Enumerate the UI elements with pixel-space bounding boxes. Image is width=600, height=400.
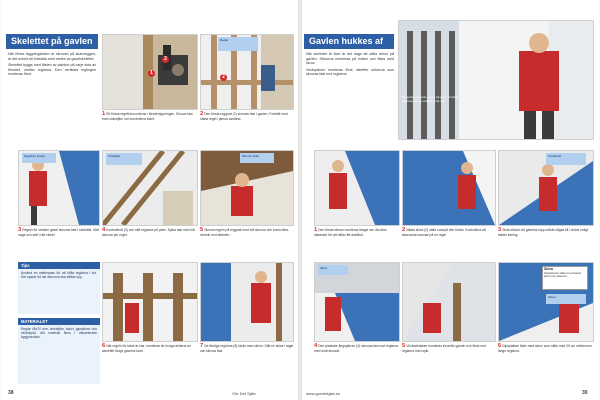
- left-lead-paragraph-1: När första laggningslisten är skruvad på skalvreggen, är det enkelt att fortsätta med resten av gavelskelettet.: [8, 52, 96, 61]
- right-website: www.gordetsjalv.se: [306, 391, 340, 396]
- board-info-box: [542, 266, 588, 290]
- step-1-badge-b: 2: [162, 56, 169, 63]
- materials-box: [18, 318, 100, 384]
- step-6-caption: [102, 344, 196, 353]
- left-lead: [8, 52, 96, 79]
- step-7-number: 7: [200, 343, 204, 349]
- step-5-text: Skruva regeln på reggratt med två skruvar och kontrollera vinkeln mot takfoten.: [200, 228, 289, 237]
- step-1-badge-a: 1: [148, 70, 155, 77]
- left-page: [2, 0, 298, 400]
- step-2-label: [218, 37, 258, 51]
- r-step-6-label-text: Skivor: [548, 295, 556, 299]
- r-step-2-number: 2: [402, 227, 406, 233]
- step-4-number: 4: [102, 227, 106, 233]
- r-step-4-text: Den plastade ångspärren (4) skruvas fast mot reglarna med små skruvar.: [314, 344, 399, 353]
- board-info-title: Skiva: [544, 267, 553, 271]
- r-step-4-label: [318, 265, 348, 275]
- r-step-6-caption: [498, 344, 594, 353]
- hero-photo: [398, 20, 594, 140]
- step-7-text: De färdiga reglarna (8) täcks med skivor. Sätt en skiva i taget och skruva fast.: [200, 344, 294, 353]
- step-2-number: 2: [200, 111, 204, 117]
- r-step-1-photo: [314, 150, 400, 226]
- step-3-number: 3: [18, 227, 22, 233]
- r-step-6-number: 6: [498, 343, 502, 349]
- right-folio: [582, 390, 588, 396]
- r-step-5-number: 5: [402, 343, 406, 349]
- r-step-3-label: [546, 153, 586, 165]
- r-step-6-label: [546, 294, 586, 304]
- right-lead-paragraph-2: Vindspärren monteras först, därefter skivorna som skruvas fast mot reglarna.: [306, 67, 394, 77]
- step-1-number: 1: [102, 111, 106, 117]
- materials-text: Reglar 45x70 mm, vinkeljärn, skruv, gipsskivor och vindskydd. Allt material finns i välsorterade byggvaruhus.: [21, 327, 97, 340]
- step-7-photo: [200, 262, 294, 342]
- step-5-label-text: Mät och lodat: [242, 154, 259, 158]
- step-3-text: Regeln för vänster gavel skruvas fast i skelettet. Mät noga och sätt i rätt vinkel.: [18, 228, 99, 237]
- step-5-caption: [200, 228, 294, 237]
- right-page-number: 39: [582, 390, 588, 396]
- step-5-number: 5: [200, 227, 204, 233]
- step-3-caption: [18, 228, 100, 237]
- r-step-5-caption: [402, 344, 496, 353]
- tips-box: [18, 262, 100, 314]
- r-step-2-text: Nästa skiva (2) sätts ovanpå den första. Kontrollera att skarvarna hamnar på en regel.: [402, 228, 486, 237]
- r-step-4-label-text: Skruv: [320, 266, 328, 270]
- r-step-2-caption: [402, 228, 496, 237]
- step-2-caption: [200, 112, 294, 121]
- materials-title: MATERIALET: [18, 318, 100, 325]
- left-folio: [8, 390, 14, 396]
- step-1-text: Ett första regelträ monteras i fönsteröppningen. Skruva fast med vinkeljärn och kontrollera lodet.: [102, 112, 193, 121]
- step-2-text: Den första reggratt (2) skruvas fast i gavlen. Fortsätt med nästa regel i jämna avstånd.: [200, 112, 288, 121]
- step-6-number: 6: [102, 343, 106, 349]
- r-step-5-photo: [402, 262, 496, 342]
- right-page: [302, 0, 598, 400]
- right-lead-paragraph-1: När skelettet är klart är det dags att sätta skivor på gavlen. Skivorna monteras på tvären och fästs med skruv.: [306, 52, 394, 66]
- r-step-2-photo: [402, 150, 496, 226]
- left-title: Skelettet på gavlen: [6, 34, 98, 49]
- board-info-text: Gipsskivan sätts med fasad kant mot skarven.: [544, 270, 581, 279]
- left-lead-paragraph-2: Skelettet byggs med fästen av plankor på varje sida av fönstret, mellan reglarna. Den vertikala reglingen monteras först.: [8, 63, 96, 77]
- r-step-1-caption: [314, 228, 400, 237]
- r-step-3-caption: [498, 228, 594, 237]
- step-6-photo: [102, 262, 198, 342]
- tips-title: Tips: [18, 262, 100, 269]
- right-title: Gavlen hukkes af: [304, 34, 394, 49]
- right-lead: [306, 52, 394, 79]
- step-7-caption: [200, 344, 294, 353]
- step-4-label-text: Vinkeljärn: [108, 154, 121, 158]
- step-6-text: När regeln för taket är klar, monteras de övriga delarna av skelettet längs gavelns kant.: [102, 344, 191, 353]
- step-5-label: [240, 153, 274, 163]
- r-step-4-number: 4: [314, 343, 318, 349]
- step-2-badge: 2: [220, 74, 227, 81]
- step-4-text: Kontrollmät (3) och sätt reglarna på plats. Spika fast med två skruvar per regel.: [102, 228, 195, 237]
- tips-text: Använd en vattenpass för att hålla reglarna i lod. Det sparar tid när skivorna ska sättas upp.: [21, 271, 97, 280]
- hero-caption: På gavlen skruvas skivor på plats. Använd ställning när du arbetar högt upp.: [402, 95, 459, 103]
- step-3-label-text: Regelträ i fönster: [24, 154, 46, 158]
- r-step-1-number: 1: [314, 227, 318, 233]
- r-step-5-text: Vindavledaren monteras innanför gaveln och fästs mot reglarna med spik.: [402, 344, 486, 353]
- r-step-3-number: 3: [498, 227, 502, 233]
- r-step-4-caption: [314, 344, 400, 353]
- r-step-1-text: Den första skivan monteras längst ner. Använd distanser för att hålla rätt avstånd.: [314, 228, 387, 237]
- r-step-3-label-text: Vindskydd: [548, 154, 561, 158]
- left-page-number: 38: [8, 390, 14, 396]
- left-magazine-name: Gör Det Själv: [232, 391, 256, 396]
- step-4-caption: [102, 228, 196, 237]
- step-2-label-text: Reglar: [220, 38, 229, 42]
- r-step-3-text: Sista skivan vid gavelns topp måste sågas till i vinkel enligt takets lutning.: [498, 228, 588, 237]
- step-1-caption: [102, 112, 196, 121]
- r-step-6-text: Gipsplattan fästs med skruv som sätts med 20 cm mellanrum längs reglarna.: [498, 344, 592, 353]
- step-3-label: [22, 153, 56, 163]
- step-4-label: [106, 153, 142, 165]
